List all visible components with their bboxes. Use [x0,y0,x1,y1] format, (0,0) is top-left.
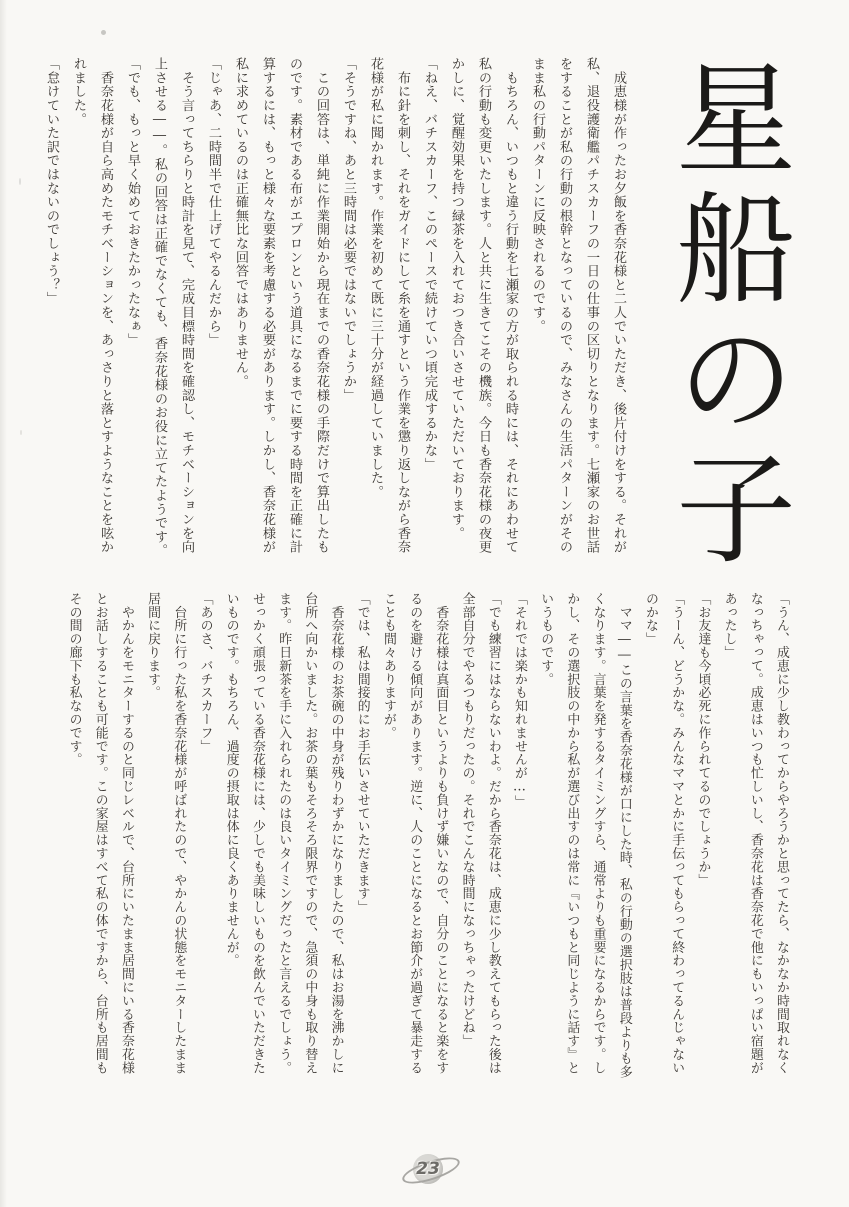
text-line: くなります。言葉を発するタイミングすら、通常よりも重要になるからです。し [590,592,606,1075]
text-line: るのを避ける傾向があります。逆に、人のことになるとお節介が過ぎて暴走する [407,592,423,1075]
scan-speck [19,178,21,185]
text-line: 「うーん、どうかな。みんなママとかに手伝ってもらって終わってるんじゃない [669,592,685,1075]
text-line: 「でも練習にはならないわよ。だから香奈花は、成恵に少し教えてもらった後は [485,592,501,1075]
text-line: れました。 [71,57,86,126]
text-line: ことも間々ありますが。 [380,592,396,740]
text-line: 私に求めているのは正確無比な回答ではありません。 [233,57,248,389]
text-line: 居間に戻ります。 [145,592,161,700]
text-line: 「それでは楽かも知れませんが…」 [511,592,527,809]
text-line: そう言ってちらりと時計を見て、完成目標時間を確認し、モチベーションを向 [179,57,194,554]
text-line: あったし」 [721,592,737,659]
text-line: 香奈花様が自ら高めたモチベーションを、あっさりと落とすようなことを呟か [98,57,113,554]
scan-edge-shade [0,0,7,1207]
text-line: 「うん、成恵に少し教わってからやろうかと思ってたら、なかなか時間取れなく [774,592,789,1075]
text-line: 香奈花様は真面目というよりも負けず嫌いなので、自分のことになると楽をす [433,592,449,1075]
text-line: 全部自分でやるつもりだったの。それでこんな時間になっちゃったけどね」 [459,592,475,1048]
text-line: 花様が私に聞かれます。作業を初めて既に三十分が経過していました。 [368,57,383,499]
text-line: 「あのさ、バチスカーフ」 [197,592,213,753]
text-line: いうものです。 [538,592,554,686]
text-line: 「怠けていた訳ではないのでしょう？」 [44,57,59,306]
text-line: のかな」 [642,592,658,646]
lower-text-block [60,592,794,1152]
text-line: とお話しすることも可能です。この家屋はすべて私の体ですから、台所も居間も [92,592,108,1075]
scan-speck [101,30,106,35]
text-line: 成恵様が作ったお夕飯を香奈花様と二人でいただき、後片付けをする。それが [611,57,626,554]
page-number: 23 [416,1159,440,1179]
text-line: この回答は、単純に作業開始から現在までの香奈花様の手際だけで算出したも [314,57,329,554]
page-number-badge [404,1148,454,1190]
text-line: かし、その選択肢の中から私が選び出すのは常に『いつもと同じように話す』と [564,592,580,1075]
scan-speck [20,430,22,435]
text-line: 香奈花様のお茶碗の中身が残りわずかになりましたので、私はお湯を沸かしに [328,592,344,1075]
text-line: まま私の行動パターンに反映されるのです。 [530,57,545,333]
text-line: 上させる――。私の回答は正確でなくても、香奈花様のお役に立てたようです。 [152,57,167,558]
text-line: ます。昨日新茶を手に入れられたのは良いタイミングだったと言えるでしょう。 [276,592,292,1075]
text-line: 算するには、もっと様々な要素を考慮する必要があります。しかし、香奈花様が [260,57,275,554]
text-line: せっかく頑張っている香奈花様には、少しでも美味しいものを飲んでいただきた [249,592,265,1075]
text-line: 台所に行った私を香奈花様が呼ばれたので、やかんの状態をモニターしたまま [171,592,187,1075]
text-line: 「では、私は間接的にお手伝いさせていただきます」 [354,592,370,914]
text-line: ママ――この言葉を香奈花様が口にした時、私の行動の選択肢は普段よりも多 [616,592,632,1079]
text-line: いものです。もちろん、過度の摂取は体に良くありませんが。 [223,592,239,968]
upper-text-block [36,57,632,573]
text-line: その間の廊下も私なのです。 [66,592,82,767]
text-line: 私、退役護衛艦パチスカーフの一日の仕事の区切りとなります。七瀬家のお世話 [584,57,599,554]
text-line: もちろん、いつもと違う行動を七瀬家の方が取られる時には、それにあわせて [503,57,518,554]
text-line: 「ねえ、バチスカーフ、このペースで続けていつ頃完成するかな」 [422,57,437,471]
text-line: やかんをモニターするのと同じレベルで、台所にいたまま居間にいる香奈花様 [118,592,134,1075]
text-line: なっちゃって。成恵はいつも忙しいし、香奈花は香奈花で他にもいっぱい宿題が [747,592,763,1075]
page-title: 星船の子 [656,56,795,576]
text-line: 「お友達も今頃必死に作られてるのでしょうか」 [695,592,711,887]
text-line: 「そうですね、あと三時間は必要ではないでしょうか」 [341,57,356,402]
text-line: 私の行動も変更いたします。人と共に生きてこその機族。今日も香奈花様の夜更 [476,57,491,554]
text-line: 布に針を刺し、それをガイドにして糸を通すという作業を懲り返しながら香奈 [395,57,410,554]
text-line: 台所へ向かいました。お茶の葉もそろそろ限界ですので、急須の中身も取り替え [302,592,318,1075]
text-line: のです。素材である布がエプロンという道具になるまでに要する時間を正確に計 [287,57,302,554]
text-line: かしに、覚醒効果を持つ緑茶を入れておつき合いさせていただいております。 [449,57,464,540]
text-line: をすることが私の行動の根幹となっているので、みなさんの生活パターンがその [557,57,572,554]
text-line: 「じゃあ、二時間半で仕上げてやるんだから」 [206,57,221,347]
text-line: 「でも、もっと早く始めておきたかったなぁ」 [125,57,140,347]
